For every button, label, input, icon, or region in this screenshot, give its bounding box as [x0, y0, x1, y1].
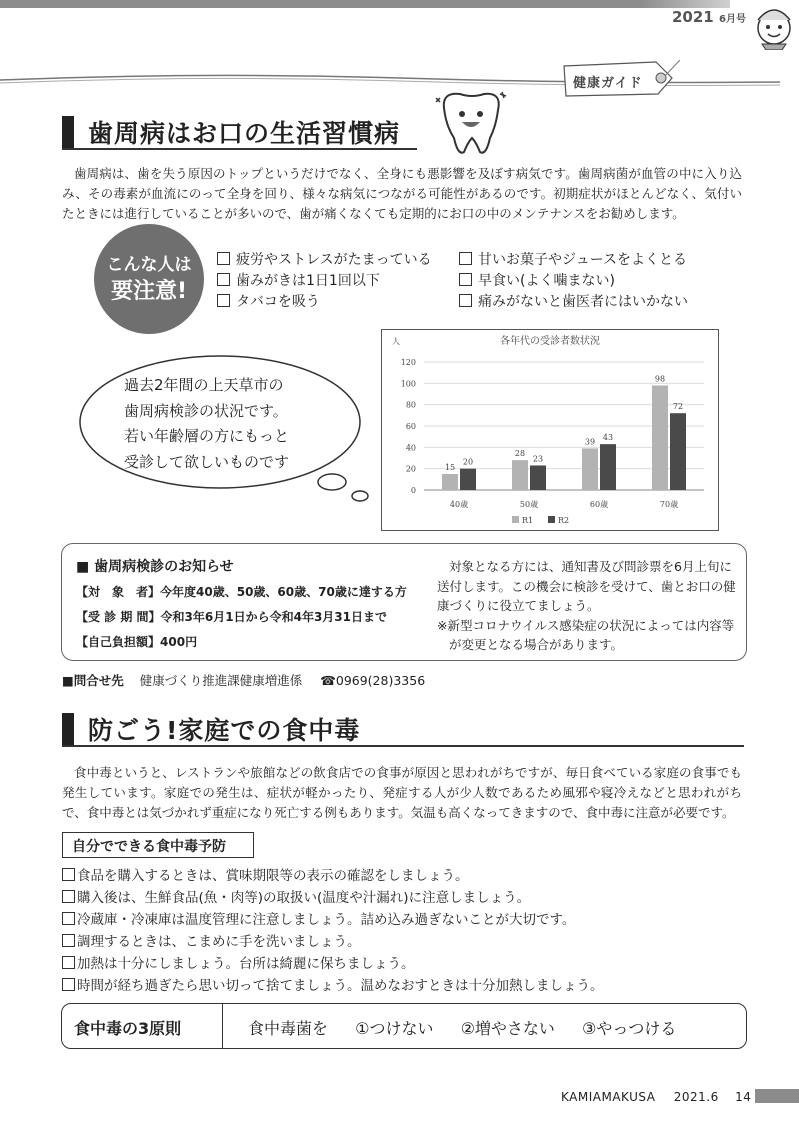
- prevention-item: [62, 864, 469, 884]
- chart-legend-swatch: [548, 516, 555, 523]
- bubble-line: 歯周病検診の状況です。: [124, 401, 288, 420]
- header-bar: [0, 0, 700, 8]
- bubble-text: [124, 373, 344, 475]
- notice-note: ※新型コロナウイルス感染症の状況によっては内容等が変更となる場合があります。: [437, 617, 735, 652]
- warning-line2: 要注意!: [110, 279, 188, 304]
- bubble-line: 過去2年間の上天草市の: [124, 376, 284, 394]
- principle-item: ①つけない: [355, 1019, 434, 1038]
- checkbox-icon: [62, 890, 75, 903]
- chart-canvas: [382, 330, 718, 530]
- checkbox-icon: [217, 294, 230, 307]
- chart-x-tick: 50歳: [519, 500, 539, 509]
- prevention-text: 調理するときは、こまめに手を洗いましょう。: [77, 934, 361, 950]
- chart-y-tick: 20: [405, 464, 416, 474]
- prevention-text: 購入後は、生鮮食品(魚・肉等)の取扱い(温度や汁漏れ)に注意しましょう。: [77, 890, 531, 906]
- chart-bar: [600, 444, 616, 490]
- bubble-line: 受診して欲しいものです: [124, 452, 290, 471]
- section-title: 防ごう!家庭での食中毒: [88, 716, 361, 745]
- chart-x-tick: 40歳: [449, 500, 469, 509]
- footer-magazine: KAMIAMAKUSA: [561, 1090, 656, 1104]
- checklist-text: 疲労やストレスがたまっている: [236, 252, 432, 268]
- prevention-text: 加熱は十分にしましょう。台所は綺麗に保ちましょう。: [77, 956, 415, 972]
- notice-row-label: 【自己負担額】: [76, 635, 161, 649]
- issue-year: 2021: [672, 8, 714, 26]
- chart-bar: [582, 448, 598, 490]
- checklist-text: 早食い(よく噛まない): [478, 273, 615, 289]
- notice-row: [76, 633, 197, 650]
- chart-data-label: 98: [654, 374, 666, 384]
- chart-y-tick: 0: [410, 486, 416, 495]
- prevention-item: [62, 952, 415, 972]
- checkbox-icon: [62, 956, 75, 969]
- chart-data-label: 15: [444, 463, 456, 472]
- checklist-item: [217, 249, 432, 269]
- prevention-text: 時間が経ち過ぎたら思い切って捨てましょう。温めなおすときは十分加熱しましょう。: [77, 978, 604, 994]
- heading-bar: [62, 713, 74, 745]
- prevention-heading-text: 自分でできる食中毒予防: [72, 839, 226, 855]
- principles-label-cell: [62, 1004, 223, 1048]
- prevention-item: [62, 886, 530, 906]
- chart-bar: [530, 465, 546, 490]
- prevention-item: [62, 974, 604, 994]
- chart-y-tick: 40: [405, 443, 416, 453]
- contact-phone: ☎0969(28)3356: [320, 673, 426, 688]
- checklist-item: [217, 291, 320, 311]
- chart-data-label: 20: [462, 457, 474, 467]
- notice-title: ■ 歯周病検診のお知らせ: [76, 559, 234, 575]
- tooth-mascot-icon: [432, 86, 512, 162]
- checklist-text: 歯みがきは1日1回以下: [236, 273, 380, 289]
- checkbox-icon: [62, 934, 75, 947]
- chart-y-label: 人: [392, 337, 400, 346]
- checklist-item: [459, 291, 688, 311]
- chart-x-tick: 70歳: [659, 500, 679, 509]
- chart-data-label: 39: [584, 437, 596, 447]
- bubble-line: 若い年齢層の方にもっと: [124, 427, 290, 445]
- principle-item: ②増やさない: [460, 1019, 555, 1038]
- notice-row: [76, 608, 387, 625]
- checkbox-icon: [217, 252, 230, 265]
- chart-y-tick: 100: [400, 379, 416, 389]
- chart-legend-label: R1: [522, 516, 534, 525]
- checkbox-icon: [459, 252, 472, 265]
- prevention-item: [62, 908, 575, 928]
- chart-legend-label: R2: [558, 516, 570, 525]
- notice-row-label: 【受 診 期 間】: [76, 610, 161, 624]
- chart-data-label: 72: [672, 402, 684, 412]
- checkbox-icon: [459, 294, 472, 307]
- checklist-text: 甘いお菓子やジュースをよくとる: [478, 252, 688, 268]
- prevention-text: 冷蔵庫・冷凍庫は温度管理に注意しましょう。詰め込み過ぎないことが大切です。: [77, 912, 576, 928]
- chart-x-tick: 60歳: [589, 500, 609, 509]
- issue-month: 6: [718, 14, 726, 25]
- chart-title: 各年代の受診者数状況: [500, 336, 600, 347]
- mascot-icon: [748, 0, 799, 50]
- principles-list: [248, 1016, 698, 1039]
- chart-data-label: 28: [514, 449, 526, 459]
- notice-row: [76, 583, 407, 600]
- heading-rule: [62, 745, 744, 747]
- screening-chart: [381, 329, 719, 531]
- notice-row-value: 令和3年6月1日から令和4年3月31日まで: [160, 610, 387, 624]
- periodontal-paragraph: 歯周病は、歯を失う原因のトップというだけでなく、全身にも悪影響を及ぼす病気です。歯周病菌が血管の中に入り込み、その毒素が血流にのって全身を回り、様々な病気につながる可能性があるのです。初期症状がほとんどなく、気付いたときには進行していることが多いので、歯が痛くなくても定期的にお口の中のメンテナンスをお勧めします。: [62, 166, 742, 221]
- checkbox-icon: [459, 273, 472, 286]
- contact-line: [62, 671, 425, 689]
- checkbox-icon: [62, 868, 75, 881]
- chart-y-tick: 120: [400, 358, 416, 367]
- heading-rule: [62, 148, 417, 150]
- checklist-item: [217, 270, 380, 290]
- notice-row-value: 今年度40歳、50歳、60歳、70歳に達する方: [160, 585, 407, 599]
- chart-bar: [670, 413, 686, 490]
- contact-dept: 健康づくり推進課健康増進係: [139, 673, 303, 688]
- food-poisoning-paragraph: 食中毒というと、レストランや旅館などの飲食店での食事が原因と思われがちですが、毎日食べている家庭の食事でも発生しています。家庭での発生は、症状が軽かったり、発症する人が少人数であるため風邪や寝冷えなどと思われがちで、食中毒とは気づかれず重症になり死亡する例もあります。気温も高くなってきますので、食中毒に注意が必要です。: [62, 765, 742, 820]
- checkbox-icon: [217, 273, 230, 286]
- page-footer: [561, 1090, 751, 1104]
- chart-data-label: 23: [532, 454, 544, 464]
- notice-details-text: 対象となる方には、通知書及び問診票を6月上旬に送付します。この機会に検診を受けて、歯とお口の健康づくりに役立てましょう。: [437, 559, 736, 613]
- checkbox-icon: [62, 978, 75, 991]
- notice-row-label: 【対 象 者】: [76, 585, 161, 599]
- section-title: 歯周病はお口の生活習慣病: [88, 119, 401, 148]
- principles-lead: 食中毒菌を: [248, 1019, 329, 1038]
- contact-label: ■問合せ先: [62, 673, 124, 688]
- chart-legend-swatch: [512, 516, 519, 523]
- warning-line1: こんな人は: [106, 255, 192, 275]
- principle-item: ③やっつける: [582, 1019, 677, 1038]
- prevention-heading: [62, 832, 254, 858]
- checklist-text: 痛みがないと歯医者にはいかない: [478, 294, 688, 310]
- footer-bar: [755, 1089, 799, 1103]
- principles-label: 食中毒の3原則: [74, 1019, 182, 1038]
- checkbox-icon: [62, 912, 75, 925]
- warning-badge: [94, 224, 204, 334]
- notice-row-value: 400円: [160, 635, 198, 649]
- chart-bar: [512, 460, 528, 490]
- chart-data-label: 43: [602, 433, 614, 443]
- checklist-item: [459, 270, 615, 290]
- checklist-text: タバコを吸う: [236, 294, 320, 310]
- heading-bar: [62, 116, 74, 148]
- guide-tag-label: 健康ガイド: [573, 76, 643, 91]
- chart-bar: [442, 474, 458, 490]
- chart-y-tick: 80: [405, 400, 416, 410]
- three-principles-box: [61, 1003, 747, 1049]
- footer-page-number: 14: [735, 1090, 752, 1104]
- prevention-item: [62, 930, 361, 950]
- prevention-text: 食品を購入するときは、賞味期限等の表示の確認をしましょう。: [77, 868, 469, 884]
- chart-bar: [460, 469, 476, 490]
- chart-y-tick: 60: [405, 422, 416, 431]
- footer-date: 2021.6: [673, 1090, 719, 1104]
- checklist-item: [459, 249, 687, 269]
- issue-month-suffix: 月号: [725, 14, 746, 25]
- issue-label: [672, 8, 746, 26]
- header-bar-fade: [640, 0, 730, 8]
- chart-bar: [652, 385, 668, 490]
- notice-details: [437, 557, 737, 655]
